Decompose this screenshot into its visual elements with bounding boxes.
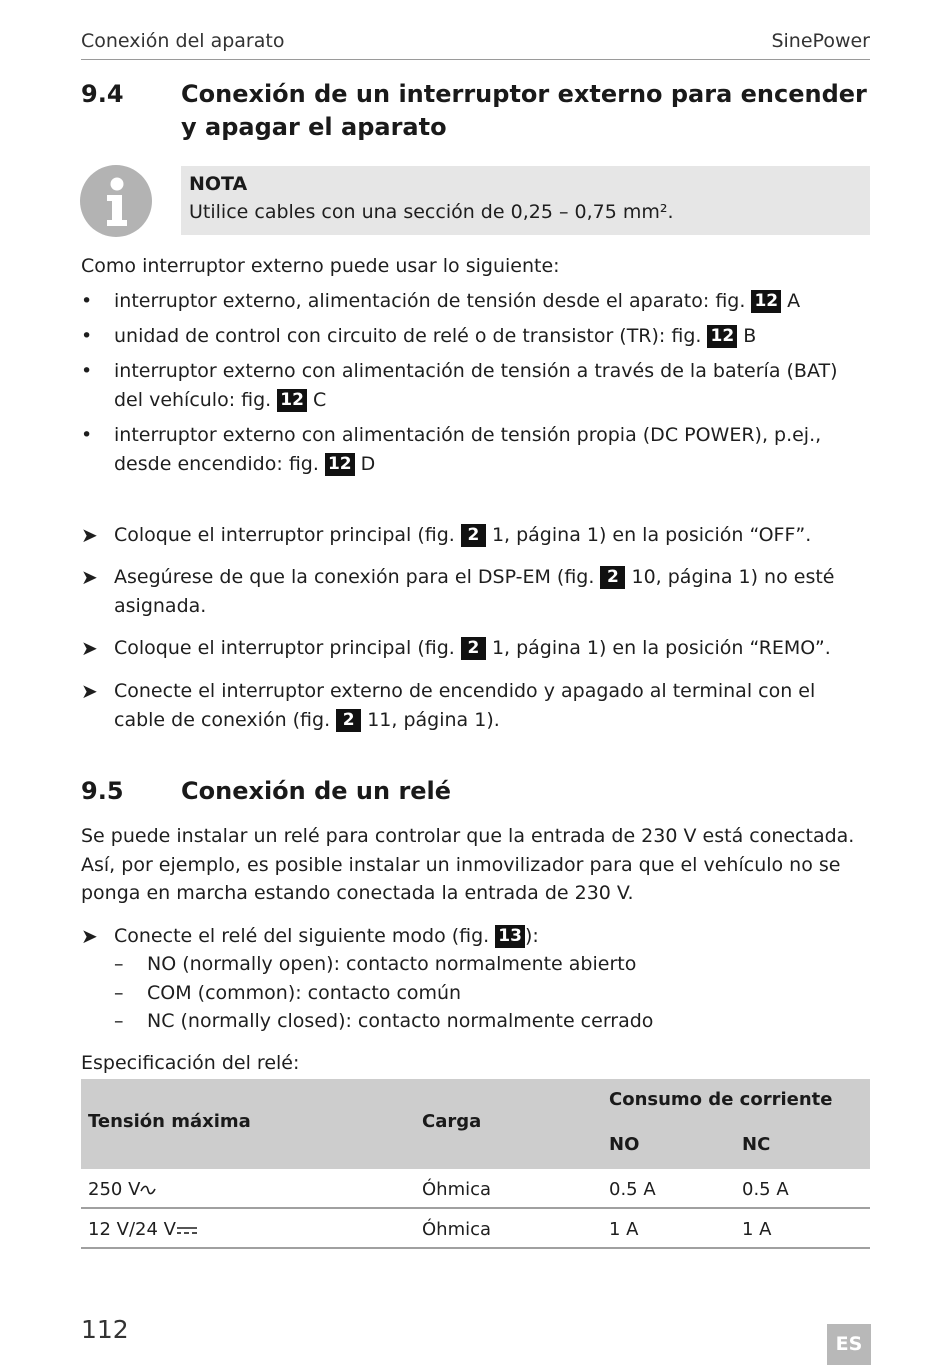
header-nc: NC (742, 1134, 771, 1155)
step-item: ➤ Conecte el relé del siguiente modo (fig. 13 ): (81, 922, 871, 951)
section-94-number: 9.4 (81, 80, 124, 108)
arrow-icon: ➤ (81, 636, 98, 660)
cell-nc: 1 A (742, 1219, 772, 1240)
header-voltage: Tensión máxima (88, 1111, 251, 1132)
ac-icon (140, 1184, 156, 1196)
section-95-number: 9.5 (81, 777, 124, 805)
header-product-name: SinePower (771, 30, 870, 52)
bullet-dot: • (81, 424, 93, 446)
figure-ref: 12 (277, 389, 307, 412)
header-no: NO (609, 1134, 640, 1155)
figure-ref: 12 (751, 290, 781, 313)
dc-icon (176, 1224, 198, 1236)
figure-ref: 13 (495, 925, 525, 948)
section-94-title: Conexión de un interruptor externo para encender y apagar el aparato (181, 80, 867, 141)
spec-label: Especificación del relé: (81, 1052, 300, 1074)
info-icon (80, 165, 152, 237)
header-section-title: Conexión del aparato (81, 30, 285, 52)
cell-load: Óhmica (422, 1179, 492, 1200)
cell-no: 1 A (609, 1219, 639, 1240)
figure-ref: 2 (461, 637, 486, 660)
bullet-dot: • (81, 360, 93, 382)
bullet-dot: • (81, 325, 93, 347)
sub-list-item: – NC (normally closed): contacto normalmente cerrado (114, 1010, 654, 1032)
figure-ref: 2 (461, 524, 486, 547)
header-current: Consumo de corriente (609, 1089, 833, 1110)
figure-ref: 2 (600, 566, 625, 589)
list-item: • interruptor externo, alimentación de tensión desde el aparato: fig. 12 A (81, 287, 871, 316)
bullet-dot: • (81, 290, 93, 312)
sub-list-item: – COM (common): contacto común (114, 982, 462, 1004)
page-header (81, 30, 870, 60)
header-load: Carga (422, 1111, 482, 1132)
step-item: ➤ Coloque el interruptor principal (fig. 2 1, página 1) en la posición “OFF”. (81, 521, 871, 550)
arrow-icon: ➤ (81, 924, 98, 948)
cell-no: 0.5 A (609, 1179, 656, 1200)
section-95-title: Conexión de un relé (181, 777, 452, 805)
step-item: ➤ Asegúrese de que la conexión para el DSP-EM (fig. 2 10, página 1) no esté asignada. (81, 565, 835, 617)
arrow-icon: ➤ (81, 679, 98, 703)
language-badge: ES (827, 1324, 871, 1365)
cell-voltage: 250 V (88, 1179, 156, 1200)
list-item: • unidad de control con circuito de relé o de transistor (TR): fig. 12 B (81, 322, 871, 351)
cell-nc: 0.5 A (742, 1179, 789, 1200)
cell-load: Óhmica (422, 1219, 492, 1240)
list-item: • interruptor externo con alimentación de tensión a través de la batería (BAT) del vehículo: fig. 12 C (81, 357, 871, 414)
table-row (81, 1169, 870, 1209)
section-95-text: Se puede instalar un relé para controlar que la entrada de 230 V está conectada. Así, por ejemplo, es posible instalar un inmovilizador para que el vehículo no se ponga en marcha estando conectada la entrada de 230 V. (81, 825, 855, 904)
note-text: Utilice cables con una sección de 0,25 – 0,75 mm². (189, 201, 674, 223)
intro-text: Como interruptor externo puede usar lo siguiente: (81, 255, 560, 277)
figure-ref: 2 (336, 709, 361, 732)
arrow-icon: ➤ (81, 523, 98, 547)
figure-ref: 12 (707, 325, 737, 348)
relay-spec-table (81, 1079, 870, 1249)
arrow-icon: ➤ (81, 565, 98, 589)
table-header (81, 1079, 870, 1169)
sub-list-item: – NO (normally open): contacto normalmente abierto (114, 953, 637, 975)
table-row (81, 1209, 870, 1249)
note-title: NOTA (189, 173, 248, 195)
page-number: 112 (81, 1315, 129, 1344)
step-item: ➤ Coloque el interruptor principal (fig. 2 1, página 1) en la posición “REMO”. (81, 634, 871, 663)
cell-voltage: 12 V/24 V (88, 1219, 198, 1240)
note-box (181, 166, 870, 235)
figure-ref: 12 (325, 453, 355, 476)
step-item: ➤ Conecte el interruptor externo de encendido y apagado al terminal con el cable de conexión (fig. 2 11, página 1). (81, 679, 816, 731)
list-item: • interruptor externo con alimentación de tensión propia (DC POWER), p.ej., desde encendido: fig. 12 D (81, 421, 871, 478)
